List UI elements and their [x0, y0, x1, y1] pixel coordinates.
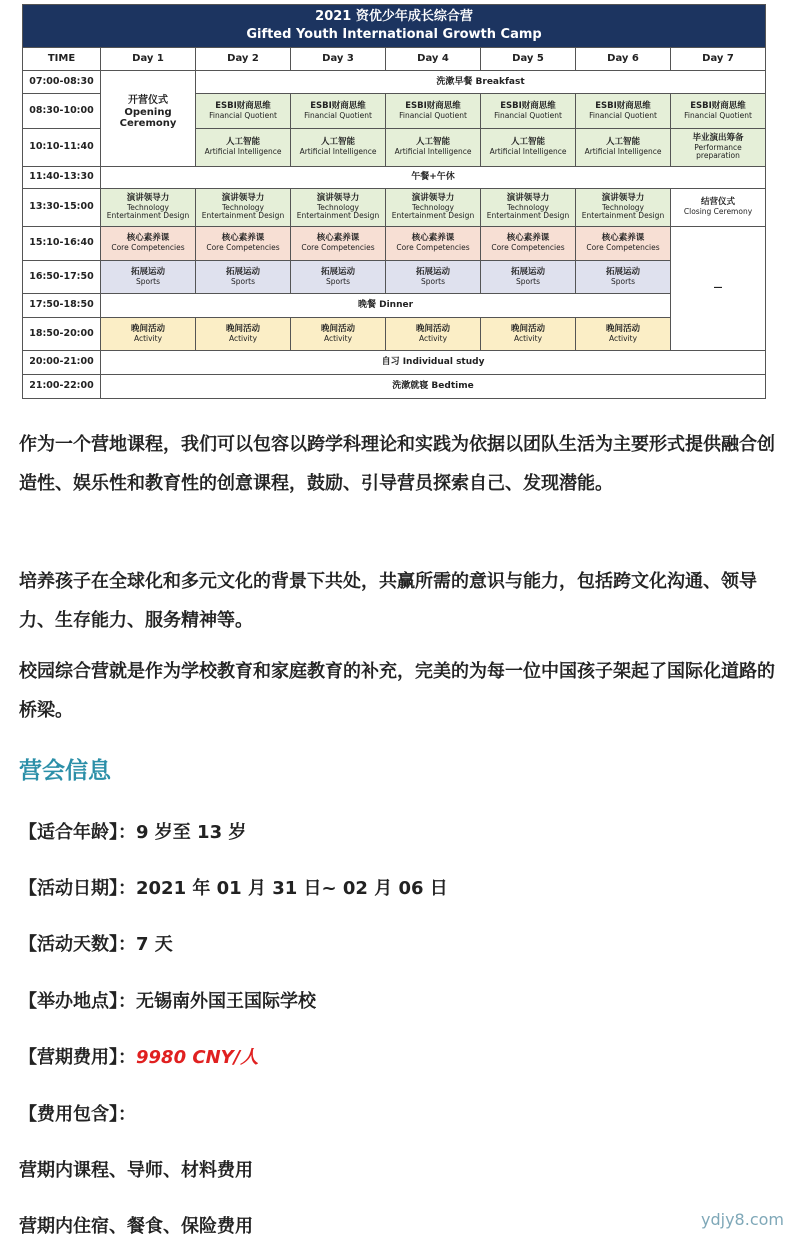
activity-cell [576, 318, 671, 351]
ted-cn: 演讲领导力 [411, 192, 455, 203]
core-en: Core Competencies [491, 243, 565, 253]
intro-paragraph-3: 校园综合营就是作为学校教育和家庭教育的补充，完美的为每一位中国孩子架起了国际化道路的桥梁。 [19, 661, 775, 721]
time-slot: 10:10-11:40 [23, 129, 101, 167]
time-slot: 08:30-10:00 [23, 94, 101, 129]
activity-en: Activity [513, 333, 543, 343]
sports-cell [101, 261, 196, 294]
closing-ceremony-cell [671, 189, 766, 227]
includes-label: 【费用包含】： [19, 1104, 136, 1125]
financial-quotient-cell [386, 94, 481, 129]
dinner-cell: 晚餐 Dinner [101, 294, 671, 318]
activity-cell [481, 318, 576, 351]
ai-en: Artificial Intelligence [584, 147, 662, 157]
activity-cn: 晚间活动 [605, 323, 640, 334]
ted-en-2: Entertainment Design [581, 211, 665, 221]
ted-cell [481, 189, 576, 227]
ted-en-1: Technology [221, 202, 264, 212]
opening-en-2: Ceremony [119, 118, 177, 129]
ted-en-1: Technology [126, 202, 169, 212]
sports-cn: 拓展运动 [225, 266, 260, 277]
activity-cell [386, 318, 481, 351]
sports-cn: 拓展运动 [415, 266, 450, 277]
info-fee [19, 1043, 258, 1069]
fq-cn: ESBI财商思维 [215, 100, 271, 111]
ted-cell [291, 189, 386, 227]
time-slot: 13:30-15:00 [23, 189, 101, 227]
info-includes [19, 1100, 136, 1126]
header-day-3: Day 3 [291, 48, 386, 71]
ai-cn: 人工智能 [320, 137, 355, 148]
core-competencies-cell [481, 227, 576, 261]
activity-en: Activity [133, 333, 163, 343]
schedule-header-row [23, 48, 766, 71]
core-en: Core Competencies [586, 243, 660, 253]
fq-en: Financial Quotient [304, 110, 372, 120]
info-age [19, 818, 246, 844]
days-label: 【活动天数】： [19, 934, 136, 955]
fq-cn: ESBI财商思维 [405, 100, 461, 111]
ted-cn: 演讲领导力 [601, 192, 645, 203]
study-cell: 自习 Individual study [101, 351, 766, 375]
ted-cn: 演讲领导力 [221, 192, 265, 203]
ted-en-1: Technology [316, 202, 359, 212]
ai-cell [386, 129, 481, 167]
opening-ceremony-cell [101, 71, 196, 167]
section-heading: 营会信息 [19, 758, 111, 784]
schedule-row [23, 227, 766, 261]
schedule-row [23, 294, 766, 318]
time-slot: 15:10-16:40 [23, 227, 101, 261]
schedule-row [23, 375, 766, 399]
fq-cn: ESBI财商思维 [690, 100, 746, 111]
bedtime-cell: 洗漱就寝 Bedtime [101, 375, 766, 399]
ai-cn: 人工智能 [605, 137, 640, 148]
fq-en: Financial Quotient [494, 110, 562, 120]
ai-en: Artificial Intelligence [489, 147, 567, 157]
fq-en: Financial Quotient [684, 110, 752, 120]
activity-en: Activity [608, 333, 638, 343]
fq-cn: ESBI财商思维 [310, 100, 366, 111]
time-slot: 20:00-21:00 [23, 351, 101, 375]
activity-cn: 晚间活动 [510, 323, 545, 334]
ai-cn: 人工智能 [225, 137, 260, 148]
sports-en: Sports [230, 276, 256, 286]
sports-en: Sports [420, 276, 446, 286]
ai-en: Artificial Intelligence [394, 147, 472, 157]
schedule-row [23, 189, 766, 227]
schedule-title-en: Gifted Youth International Growth Camp [246, 27, 542, 42]
activity-cn: 晚间活动 [415, 323, 450, 334]
header-day-1: Day 1 [101, 48, 196, 71]
fq-en: Financial Quotient [589, 110, 657, 120]
intro-paragraph-2: 培养孩子在全球化和多元文化的背景下共处，共赢所需的意识与能力，包括跨文化沟通、领导力、生存能力、服务精神等。 [19, 571, 757, 631]
sports-cell [291, 261, 386, 294]
sports-en: Sports [610, 276, 636, 286]
intro-paragraph-1: 作为一个营地课程，我们可以包容以跨学科理论和实践为依据以团队生活为主要形式提供融合创造性、娱乐性和教育性的创意课程，鼓励、引导营员探索自己、发现潜能。 [19, 434, 775, 494]
activity-cell [291, 318, 386, 351]
fq-cn: ESBI财商思维 [500, 100, 556, 111]
financial-quotient-cell [481, 94, 576, 129]
ted-en-2: Entertainment Design [201, 211, 285, 221]
sports-cn: 拓展运动 [130, 266, 165, 277]
core-competencies-cell [576, 227, 671, 261]
ai-en: Artificial Intelligence [299, 147, 377, 157]
schedule-row [23, 318, 766, 351]
time-slot: 17:50-18:50 [23, 294, 101, 318]
ted-cn: 演讲领导力 [316, 192, 360, 203]
sports-en: Sports [515, 276, 541, 286]
watermark: ydjy8.com [701, 1210, 784, 1229]
core-cn: 核心素养课 [221, 233, 265, 244]
ted-cell [196, 189, 291, 227]
core-cn: 核心素养课 [601, 233, 645, 244]
financial-quotient-cell [196, 94, 291, 129]
header-day-6: Day 6 [576, 48, 671, 71]
activity-cn: 晚间活动 [225, 323, 260, 334]
header-time: TIME [23, 48, 101, 71]
include-item-2: 营期内住宿、餐食、保险费用 [19, 1216, 253, 1237]
financial-quotient-cell [576, 94, 671, 129]
performance-en-1: Performance [694, 142, 742, 152]
header-day-2: Day 2 [196, 48, 291, 71]
time-slot: 16:50-17:50 [23, 261, 101, 294]
ted-cell [101, 189, 196, 227]
core-cn: 核心素养课 [506, 233, 550, 244]
core-en: Core Competencies [396, 243, 470, 253]
core-en: Core Competencies [301, 243, 375, 253]
header-day-5: Day 5 [481, 48, 576, 71]
venue-value: 无锡南外国王国际学校 [136, 991, 316, 1012]
core-en: Core Competencies [111, 243, 185, 253]
schedule-row [23, 261, 766, 294]
schedule-row [23, 71, 766, 94]
days-value: 7 天 [136, 934, 173, 955]
schedule-row [23, 167, 766, 189]
age-value: 9 岁至 13 岁 [136, 822, 247, 843]
fq-cn: ESBI财商思维 [595, 100, 651, 111]
time-slot: 07:00-08:30 [23, 71, 101, 94]
time-slot: 18:50-20:00 [23, 318, 101, 351]
ted-cn: 演讲领导力 [506, 192, 550, 203]
ai-cell [481, 129, 576, 167]
ted-en-2: Entertainment Design [106, 211, 190, 221]
fq-en: Financial Quotient [399, 110, 467, 120]
camp-schedule-table [22, 4, 766, 399]
ted-en-1: Technology [411, 202, 454, 212]
sports-en: Sports [135, 276, 161, 286]
fee-value: 9980 CNY/人 [136, 1047, 259, 1068]
date-label: 【活动日期】： [19, 878, 136, 899]
fq-en: Financial Quotient [209, 110, 277, 120]
ted-en-2: Entertainment Design [296, 211, 380, 221]
core-cn: 核心素养课 [126, 233, 170, 244]
header-day-4: Day 4 [386, 48, 481, 71]
activity-cell [196, 318, 291, 351]
sports-cell [386, 261, 481, 294]
closing-cn: 结营仪式 [701, 197, 736, 208]
info-venue [19, 987, 316, 1013]
ted-cn: 演讲领导力 [126, 192, 170, 203]
performance-cell [671, 129, 766, 167]
opening-en-1: Opening [124, 106, 172, 118]
fee-label: 【营期费用】： [19, 1047, 136, 1068]
ted-en-2: Entertainment Design [486, 211, 570, 221]
sports-cell [481, 261, 576, 294]
ted-cell [576, 189, 671, 227]
ai-cn: 人工智能 [415, 137, 450, 148]
activity-cell [101, 318, 196, 351]
performance-cn: 毕业演出筹备 [692, 132, 744, 143]
time-slot: 21:00-22:00 [23, 375, 101, 399]
breakfast-cell: 洗漱早餐 Breakfast [196, 71, 766, 94]
closing-en: Closing Ceremony [683, 207, 753, 217]
core-competencies-cell [196, 227, 291, 261]
include-item-1: 营期内课程、导师、材料费用 [19, 1160, 253, 1181]
day7-empty-cell: — [671, 227, 766, 351]
ted-en-1: Technology [601, 202, 644, 212]
ai-cell [576, 129, 671, 167]
sports-cell [196, 261, 291, 294]
core-competencies-cell [291, 227, 386, 261]
age-label: 【适合年龄】： [19, 822, 136, 843]
activity-cn: 晚间活动 [130, 323, 165, 334]
time-slot: 11:40-13:30 [23, 167, 101, 189]
core-competencies-cell [386, 227, 481, 261]
sports-cn: 拓展运动 [605, 266, 640, 277]
schedule-title [23, 5, 766, 48]
core-cn: 核心素养课 [316, 233, 360, 244]
core-cn: 核心素养课 [411, 233, 455, 244]
lunch-cell: 午餐+午休 [101, 167, 766, 189]
ai-cn: 人工智能 [510, 137, 545, 148]
ted-en-2: Entertainment Design [391, 211, 475, 221]
opening-cn: 开营仪式 [128, 95, 168, 106]
schedule-title-cn: 2021 资优少年成长综合营 [315, 9, 473, 25]
ai-cell [291, 129, 386, 167]
ai-cell [196, 129, 291, 167]
ted-cell [386, 189, 481, 227]
financial-quotient-cell [291, 94, 386, 129]
core-en: Core Competencies [206, 243, 280, 253]
activity-en: Activity [323, 333, 353, 343]
sports-en: Sports [325, 276, 351, 286]
info-days [19, 930, 173, 956]
activity-cn: 晚间活动 [320, 323, 355, 334]
sports-cn: 拓展运动 [320, 266, 355, 277]
activity-en: Activity [228, 333, 258, 343]
sports-cell [576, 261, 671, 294]
schedule-row [23, 351, 766, 375]
info-date [19, 874, 448, 900]
financial-quotient-cell [671, 94, 766, 129]
activity-en: Activity [418, 333, 448, 343]
performance-en-2: preparation [696, 151, 740, 161]
header-day-7: Day 7 [671, 48, 766, 71]
ai-en: Artificial Intelligence [204, 147, 282, 157]
date-value: 2021 年 01 月 31 日~ 02 月 06 日 [136, 878, 448, 899]
sports-cn: 拓展运动 [510, 266, 545, 277]
venue-label: 【举办地点】： [19, 991, 136, 1012]
core-competencies-cell [101, 227, 196, 261]
ted-en-1: Technology [506, 202, 549, 212]
